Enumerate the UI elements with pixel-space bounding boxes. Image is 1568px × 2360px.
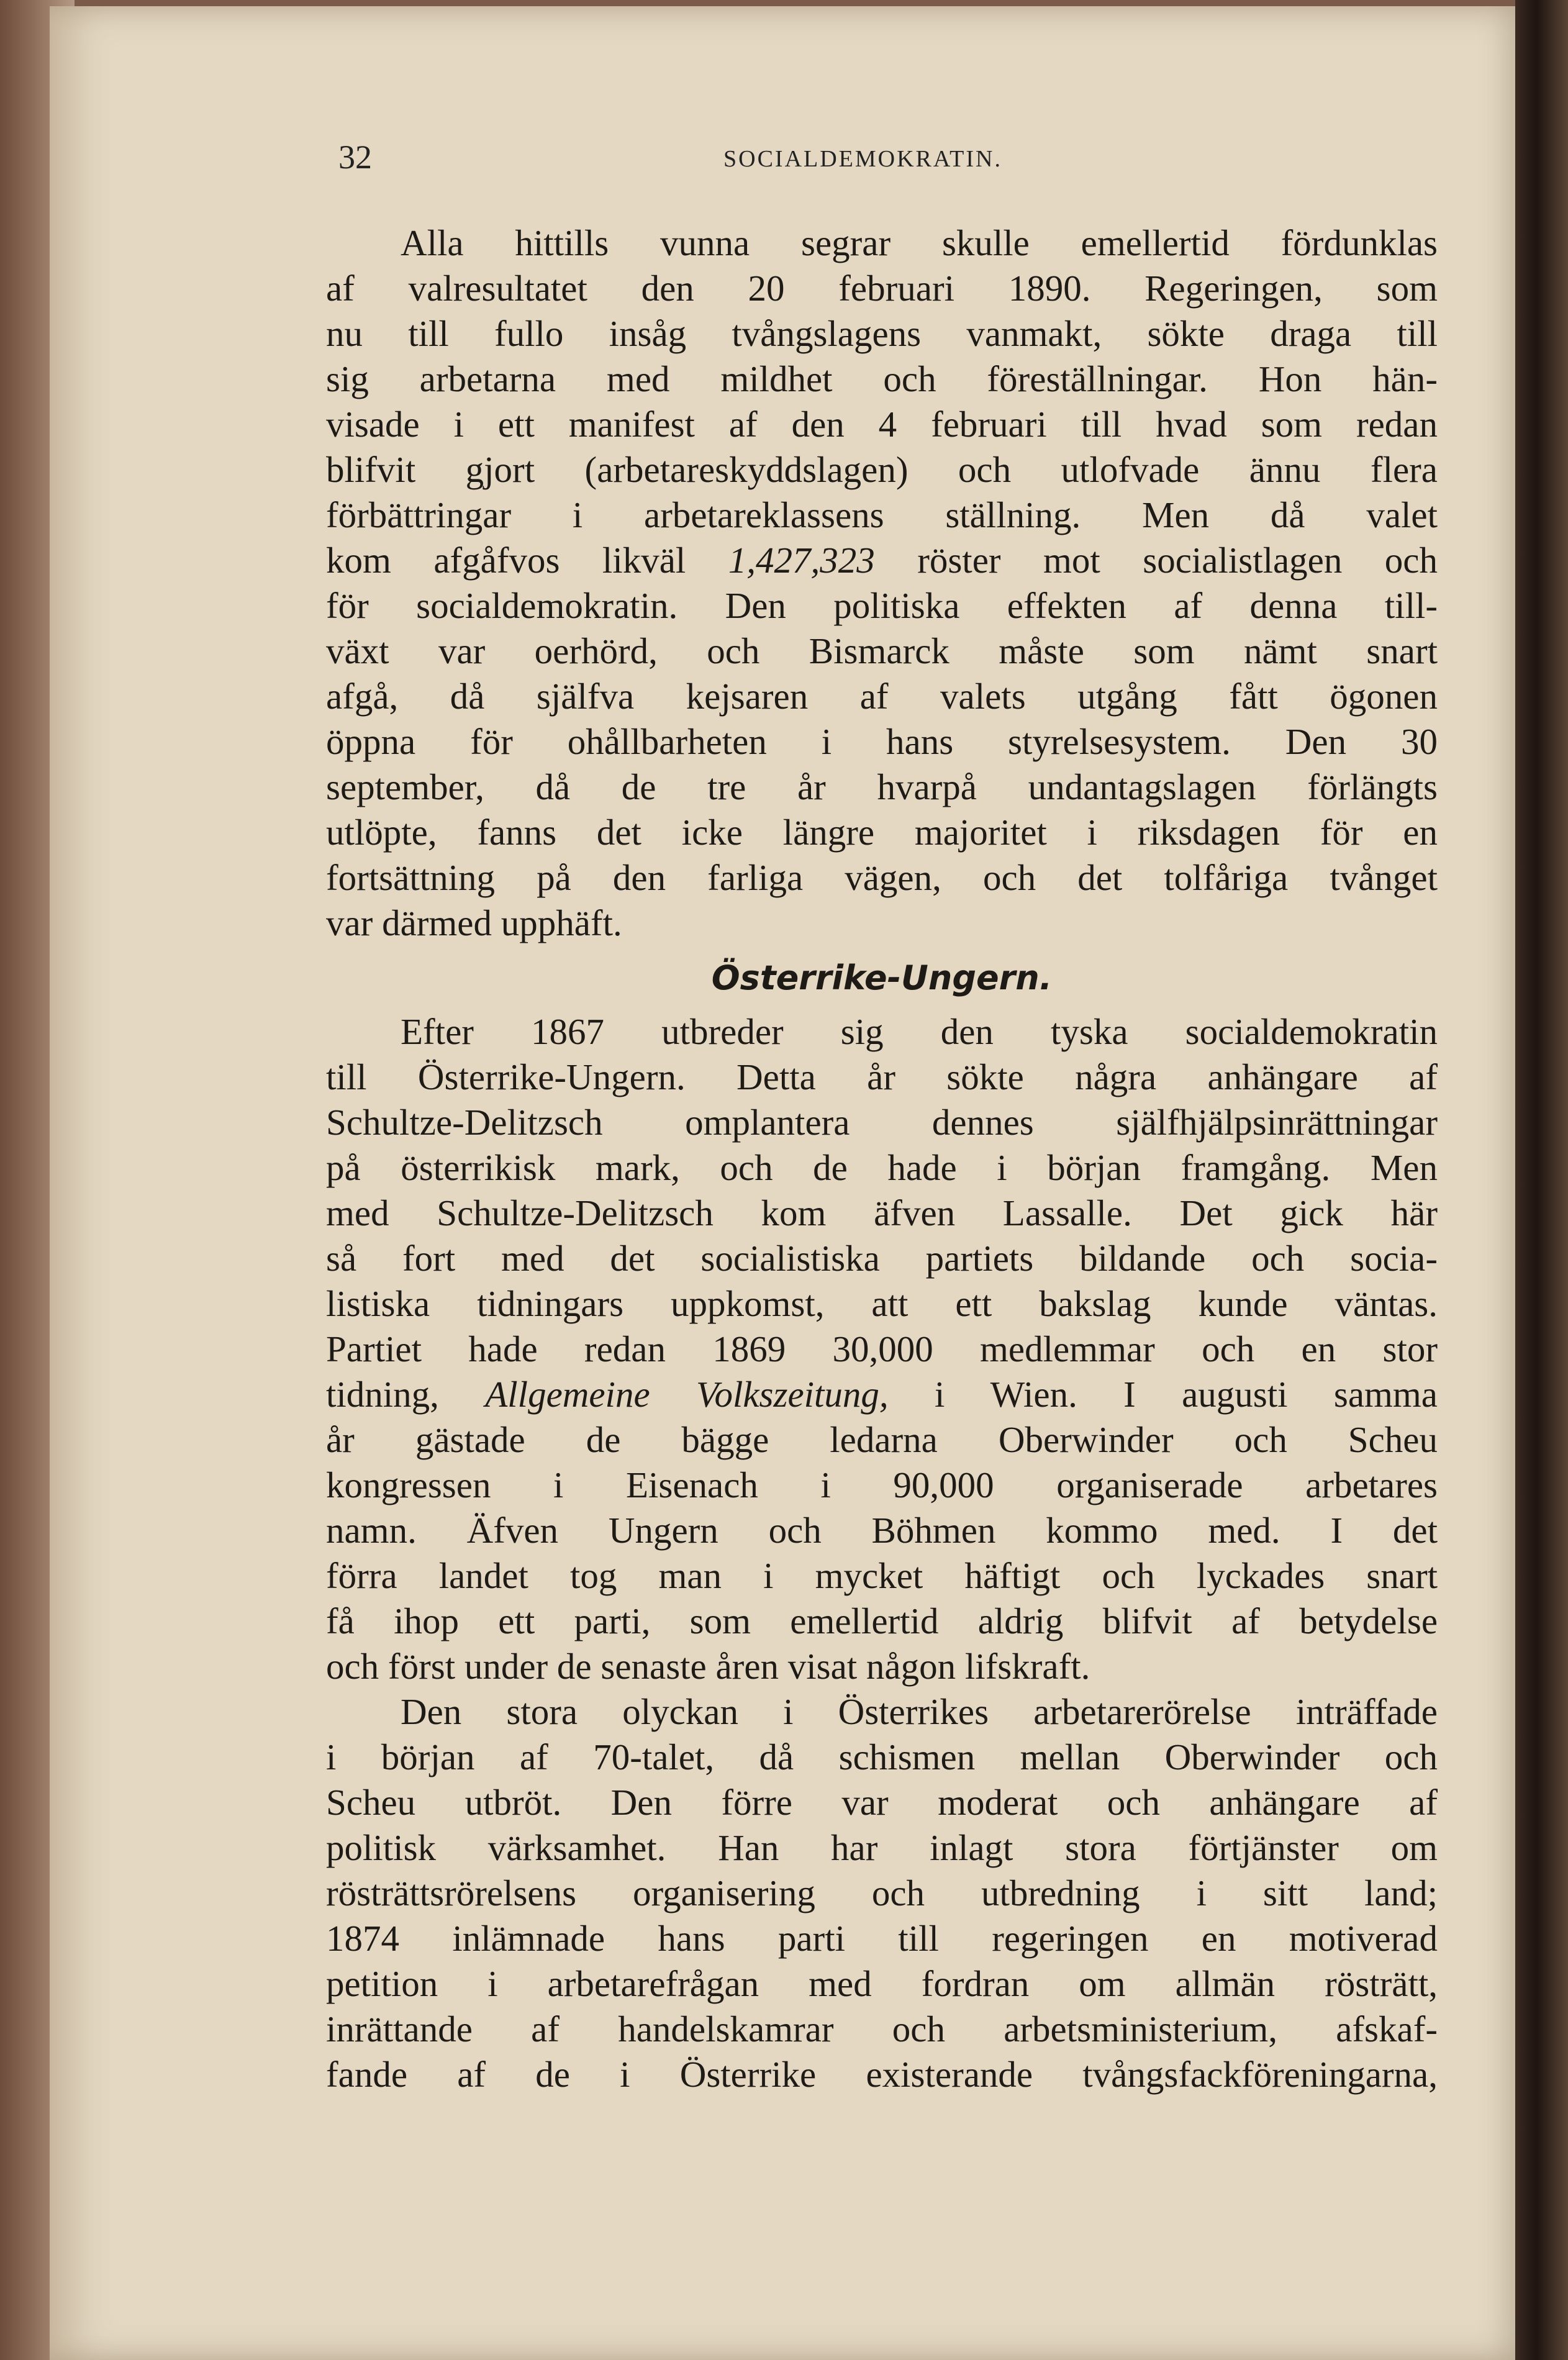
- text-line: så fort med det socialistiska partiets bildande och socia-: [326, 1238, 1438, 1279]
- running-head: SOCIALDEMOKRATIN.: [723, 146, 1002, 172]
- page-header: [276, 138, 1431, 188]
- text-line: namn. Äfven Ungern och Böhmen kommo med. I det: [326, 1510, 1438, 1551]
- text-line: Den stora olyckan i Österrikes arbetarerörelse inträffade: [401, 1691, 1438, 1732]
- text-line: fortsättning på den farliga vägen, och det tolfåriga tvånget: [326, 857, 1438, 898]
- text-line: september, då de tre år hvarpå undantagslagen förlängts: [326, 766, 1438, 807]
- text-line: få ihop ett parti, som emellertid aldrig blifvit af betydelse: [326, 1600, 1438, 1641]
- section-title: Österrike-Ungern.: [711, 958, 1053, 997]
- text-line: i början af 70-talet, då schismen mellan Oberwinder och: [326, 1736, 1438, 1777]
- text-segment: kom afgåfvos likväl: [326, 540, 728, 581]
- text-line: inrättande af handelskamrar och arbetsministerium, afskaf-: [326, 2008, 1438, 2049]
- text-line: visade i ett manifest af den 4 februari till hvad som redan: [326, 404, 1438, 445]
- text-line: Efter 1867 utbreder sig den tyska socialdemokratin: [401, 1011, 1438, 1052]
- text-line: var därmed upphäft.: [326, 902, 622, 943]
- text-line: för socialdemokratin. Den politiska effekten af denna till-: [326, 585, 1438, 626]
- book-edge-right: [1515, 0, 1568, 2360]
- text-line: Partiet hade redan 1869 30,000 medlemmar och en stor: [326, 1328, 1438, 1369]
- text-line: Schultze-Delitzsch omplantera dennes själfhjälpsinrättningar: [326, 1102, 1438, 1143]
- text-line: på österrikisk mark, och de hade i början framgång. Men: [326, 1147, 1438, 1188]
- text-line: öppna för ohållbarheten i hans styrelsesystem. Den 30: [326, 721, 1438, 762]
- text-line: [326, 538, 1438, 583]
- text-line: petition i arbetarefrågan med fordran om allmän rösträtt,: [326, 1963, 1438, 2004]
- text-line: förbättringar i arbetareklassens ställning. Men då valet: [326, 494, 1438, 535]
- text-line: blifvit gjort (arbetareskyddslagen) och utlofvade ännu flera: [326, 449, 1438, 490]
- text-line: och först under de senaste åren visat någon lifskraft.: [326, 1646, 1090, 1687]
- text-line: rösträttsrörelsens organisering och utbredning i sitt land;: [326, 1872, 1438, 1913]
- text-line: listiska tidningars uppkomst, att ett bakslag kunde väntas.: [326, 1283, 1438, 1324]
- text-line: fande af de i Österrike existerande tvångsfackföreningarna,: [326, 2054, 1438, 2095]
- text-line: Scheu utbröt. Den förre var moderat och anhängare af: [326, 1782, 1438, 1823]
- text-line: kongressen i Eisenach i 90,000 organiserade arbetares: [326, 1464, 1438, 1505]
- body-text: [326, 220, 1438, 2097]
- text-line: förra landet tog man i mycket häftigt och lyckades snart: [326, 1555, 1438, 1596]
- text-line: Alla hittills vunna segrar skulle emellertid fördunklas: [401, 222, 1438, 263]
- text-segment: röster mot socialistlagen och: [874, 540, 1438, 581]
- text-segment: i Wien. I augusti samma: [888, 1374, 1438, 1415]
- text-line: afgå, då själfva kejsaren af valets utgång fått ögonen: [326, 676, 1438, 717]
- text-line: [326, 1372, 1438, 1417]
- text-line: politisk värksamhet. Han har inlagt stora förtjänster om: [326, 1827, 1438, 1868]
- text-line: utlöpte, fanns det icke längre majoritet i riksdagen för en: [326, 812, 1438, 853]
- vote-count: 1,427,323: [728, 540, 875, 581]
- text-line: till Österrike-Ungern. Detta år sökte några anhängare af: [326, 1056, 1438, 1097]
- text-line: nu till fullo insåg tvångslagens vanmakt, sökte draga till: [326, 313, 1438, 354]
- text-line: sig arbetarna med mildhet och föreställningar. Hon hän-: [326, 358, 1438, 399]
- text-line: med Schultze-Delitzsch kom äfven Lassalle. Det gick här: [326, 1192, 1438, 1233]
- newspaper-title: Allgemeine Volkszeitung,: [485, 1374, 889, 1415]
- text-line: 1874 inlämnade hans parti till regeringen en motiverad: [326, 1918, 1438, 1959]
- text-line: år gästade de bägge ledarna Oberwinder och Scheu: [326, 1419, 1438, 1460]
- text-line: växt var oerhörd, och Bismarck måste som nämt snart: [326, 630, 1438, 671]
- text-segment: tidning,: [326, 1374, 486, 1415]
- page-number: 32: [338, 138, 372, 176]
- text-line: af valresultatet den 20 februari 1890. Regeringen, som: [326, 268, 1438, 309]
